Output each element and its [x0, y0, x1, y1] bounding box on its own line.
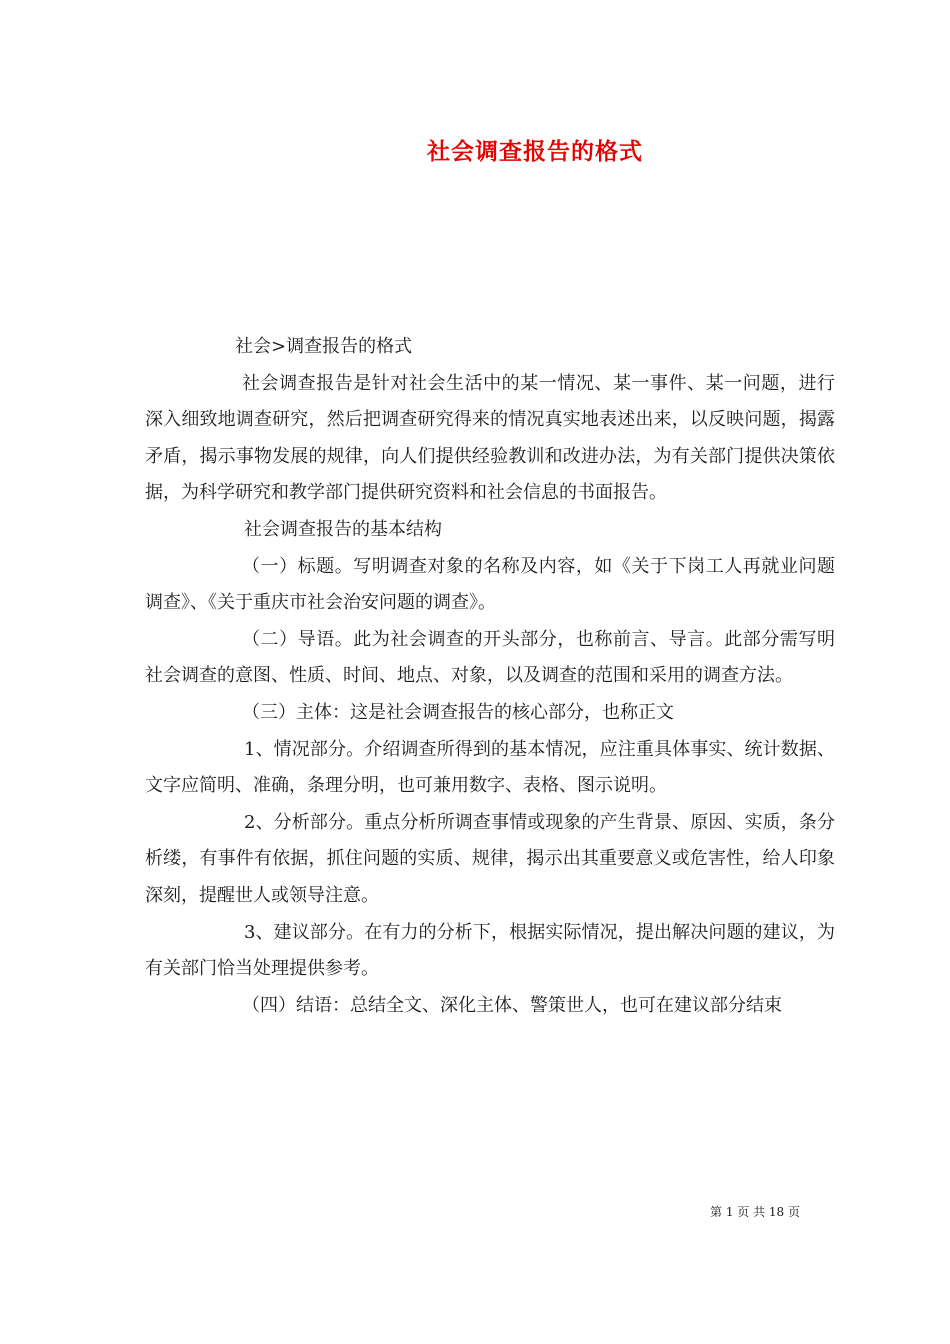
paragraph-suggestion: 3、建议部分。在有力的分析下，根据实际情况，提出解决问题的建议，为有关部门恰当处理提供参考。	[145, 921, 835, 980]
page-number: 第 1 页 共 18 页	[710, 1205, 800, 1219]
heading-line: 社会>调查报告的格式	[235, 336, 413, 357]
paragraph-situation: 1、情况部分。介绍调查所得到的基本情况，应注重具体事实、统计数据、文字应简明、准确，条理分明，也可兼用数字、表格、图示说明。	[145, 738, 835, 797]
paragraph-intro: 社会调查报告是针对社会生活中的某一情况、某一事件、某一问题，进行深入细致地调查研究，然后把调查研究得来的情况真实地表述出来，以反映问题，揭露矛盾，揭示事物发展的规律，向人们提供经验教训和改进办法，为有关部门提供决策依据，为科学研究和教学部门提供研究资料和社会信息的书面报告。	[145, 372, 835, 504]
page-title: 社会调查报告的格式	[427, 138, 643, 165]
paragraph-conclusion: （四）结语：总结全文、深化主体、警策世人，也可在建议部分结束	[242, 994, 782, 1016]
paragraph-body-section: （三）主体：这是社会调查报告的核心部分，也称正文	[242, 701, 674, 723]
paragraph-title-section: （一）标题。写明调查对象的名称及内容，如《关于下岗工人再就业问题调查》、《关于重庆市社会治安问题的调查》。	[145, 555, 835, 614]
document-body	[145, 329, 835, 1024]
paragraph-lead-section: （二）导语。此为社会调查的开头部分，也称前言、导言。此部分需写明社会调查的意图、性质、时间、地点、对象，以及调查的范围和采用的调查方法。	[145, 628, 835, 687]
section-heading-structure: 社会调查报告的基本结构	[244, 518, 442, 540]
paragraph-analysis: 2、分析部分。重点分析所调查事情或现象的产生背景、原因、实质，条分析缕，有事件有依据，抓住问题的实质、规律，揭示出其重要意义或危害性，给人印象深刻，提醒世人或领导注意。	[145, 811, 835, 906]
